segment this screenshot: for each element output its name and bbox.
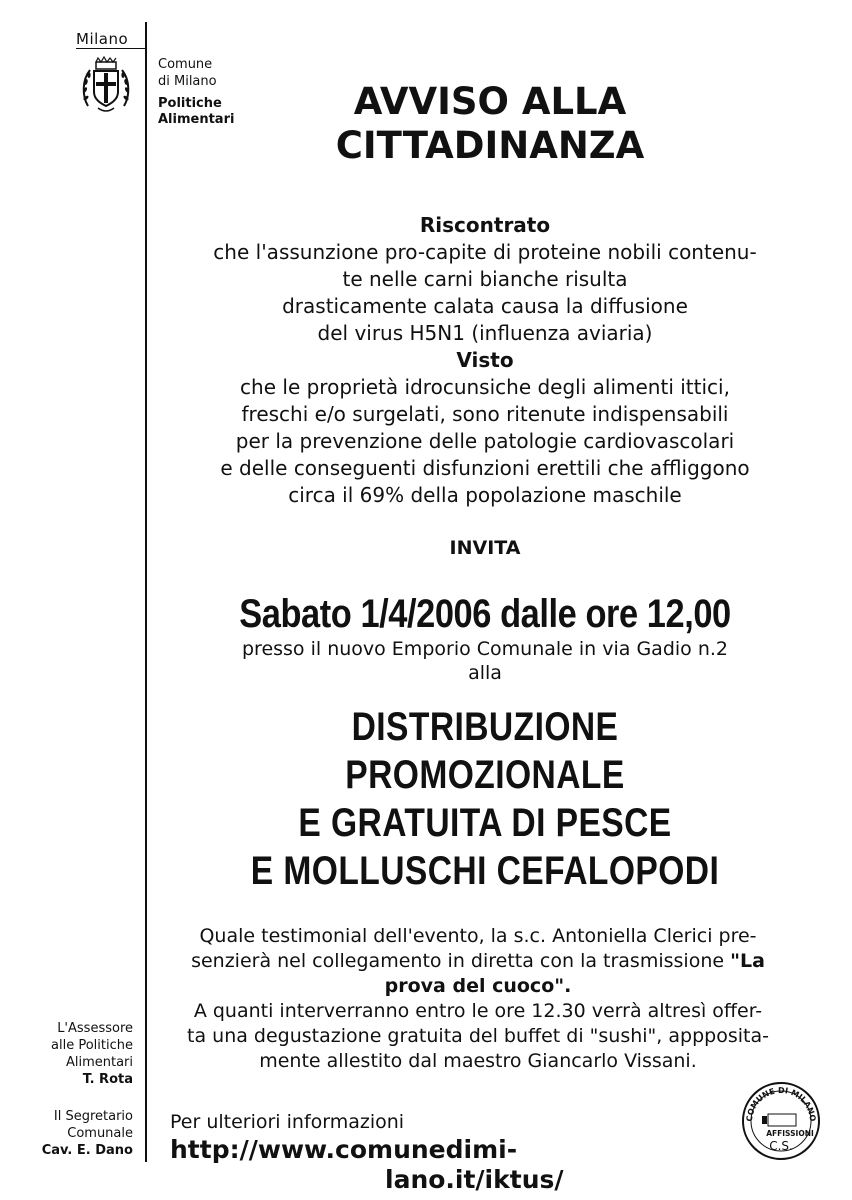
dept-line1: Politiche bbox=[158, 96, 222, 111]
visto-line: circa il 69% della popolazione maschile bbox=[288, 483, 682, 507]
crest-icon bbox=[80, 56, 132, 114]
comune-line2: di Milano bbox=[158, 74, 217, 89]
visto-heading: Visto bbox=[456, 348, 514, 372]
segretario-name: Cav. E. Dano bbox=[41, 1143, 133, 1158]
page-title bbox=[290, 80, 690, 168]
visto-line: che le proprietà idrocunsiche degli alimenti ittici, bbox=[240, 375, 730, 399]
promo-line2-text: senzierà nel collegamento in diretta con la trasmissione bbox=[191, 950, 731, 972]
event-date: Sabato 1/4/2006 dalle ore 12,00 bbox=[239, 592, 731, 636]
promo-line: Quale testimonial dell'evento, la s.c. Antoniella Clerici pre- bbox=[199, 925, 757, 947]
headline-line: E GRATUITA DI PESCE bbox=[298, 801, 672, 845]
riscontrato-line: che l'assunzione pro-capite di proteine nobili contenu- bbox=[213, 240, 757, 264]
vertical-rule bbox=[145, 22, 147, 1162]
promo-line: ta una degustazione gratuita del buffet di "sushi", appposita- bbox=[187, 1025, 769, 1047]
stamp-middle-text: AFFISSIONI bbox=[766, 1129, 814, 1138]
header-rule bbox=[76, 48, 145, 49]
visto-line: e delle conseguenti disfunzioni erettili che affliggono bbox=[220, 456, 750, 480]
visto-line: freschi e/o surgelati, sono ritenute indispensabili bbox=[241, 402, 729, 426]
promo-line: A quanti interverranno entro le ore 12.30 verrà altresì offer- bbox=[193, 1000, 763, 1022]
stamp-top-text: COMUNE DI MILANO bbox=[744, 1085, 818, 1122]
promo-line: mente allestito dal maestro Giancarlo Vissani. bbox=[259, 1050, 697, 1072]
event-venue: presso il nuovo Emporio Comunale in via Gadio n.2 bbox=[241, 638, 728, 660]
assessore-line2: alle Politiche bbox=[51, 1038, 133, 1053]
show-name-start: "La bbox=[730, 950, 765, 972]
segretario-line1: Il Segretario bbox=[53, 1109, 133, 1124]
assessore-name: T. Rota bbox=[82, 1072, 133, 1087]
info-label: Per ulteriori informazioni bbox=[170, 1111, 405, 1133]
visto-line: per la prevenzione delle patologie cardiovascolari bbox=[235, 429, 735, 453]
assessore-line3: Alimentari bbox=[65, 1055, 133, 1070]
city-name: Milano bbox=[76, 30, 129, 48]
left-column bbox=[0, 0, 145, 1200]
title-line1: AVVISO ALLA bbox=[353, 80, 627, 123]
segretario-line2: Comunale bbox=[67, 1126, 133, 1141]
riscontrato-line: te nelle carni bianche risulta bbox=[342, 267, 628, 291]
show-name-end: prova del cuoco". bbox=[384, 975, 572, 997]
event-alla: alla bbox=[468, 662, 502, 684]
assessore-signature bbox=[3, 1020, 133, 1088]
riscontrato-line: del virus H5N1 (influenza aviaria) bbox=[317, 321, 653, 345]
riscontrato-heading: Riscontrato bbox=[419, 213, 551, 237]
promo-paragraph bbox=[168, 924, 788, 1074]
promo-line bbox=[168, 949, 788, 974]
department-block bbox=[158, 56, 234, 128]
info-url-part2[interactable]: lano.it/iktus/ bbox=[385, 1165, 564, 1194]
headline-line: DISTRIBUZIONE PROMOZIONALE bbox=[345, 705, 625, 797]
info-url-part1[interactable]: http://www.comunedimi- bbox=[170, 1135, 518, 1164]
dept-line2: Alimentari bbox=[158, 112, 235, 127]
headline-line: E MOLLUSCHI CEFALOPODI bbox=[250, 849, 720, 893]
segretario-signature bbox=[3, 1108, 133, 1159]
comune-line1: Comune bbox=[158, 57, 213, 72]
title-line2: CITTADINANZA bbox=[335, 124, 645, 167]
main-body bbox=[170, 212, 800, 895]
event-headline bbox=[220, 703, 749, 895]
stamp-icon bbox=[740, 1080, 822, 1162]
invita-heading: INVITA bbox=[449, 537, 521, 559]
info-block bbox=[170, 1108, 640, 1196]
stamp-bottom-text: C.S. bbox=[769, 1139, 793, 1153]
riscontrato-line: drasticamente calata causa la diffusione bbox=[282, 294, 688, 318]
assessore-line1: L'Assessore bbox=[57, 1021, 133, 1036]
